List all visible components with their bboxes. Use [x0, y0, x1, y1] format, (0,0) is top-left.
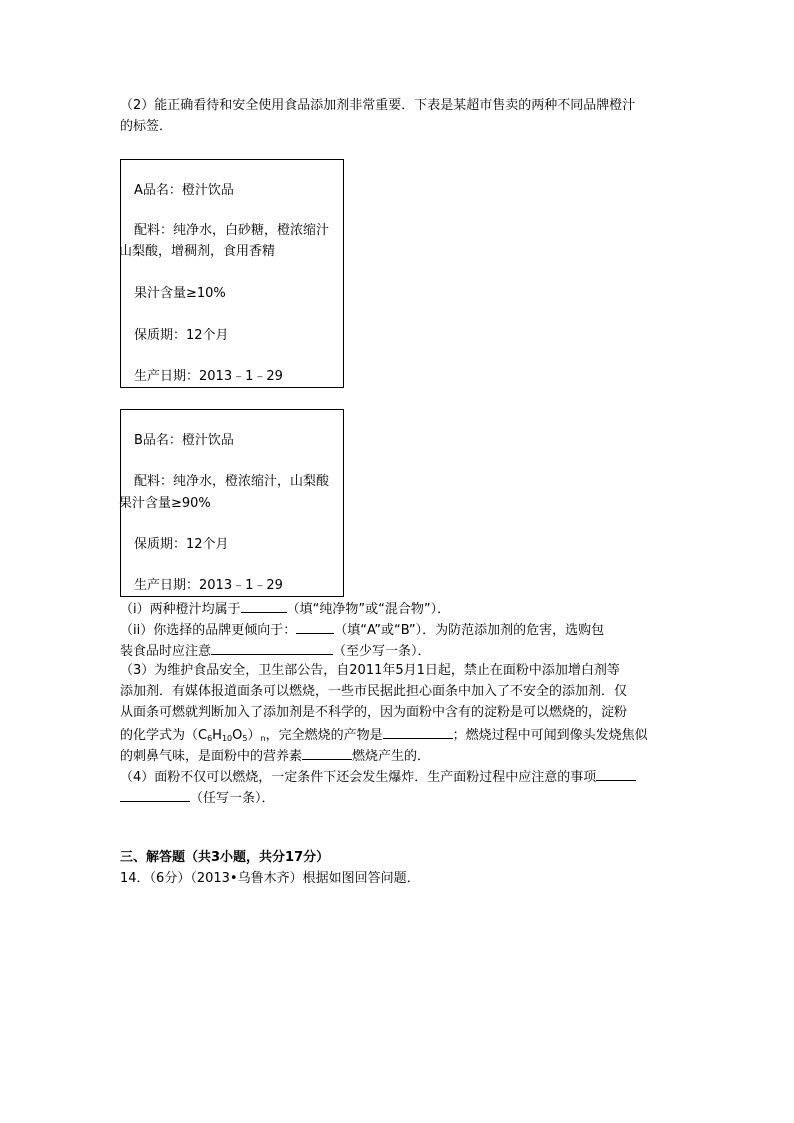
- formula-sub-o: 5: [242, 734, 248, 743]
- label-b-ingredients-line-1: 配料：纯净水，橙浓缩汁，山梨酸: [134, 474, 330, 489]
- answer-blank-ii-note[interactable]: [211, 640, 333, 655]
- intro-line-2: 的标签．: [120, 119, 173, 134]
- question-3-nutrient-prompt: 的刺鼻气味，是面粉中的营养素: [120, 749, 303, 764]
- question-ii-prompt-2: 装食品时应注意: [120, 644, 212, 659]
- answer-blank-4-part-1[interactable]: [596, 766, 636, 781]
- label-b-juice-content: 果汁含量≥90%: [119, 496, 211, 511]
- question-ii-hint-2: （至少写一条）．: [333, 644, 431, 659]
- question-ii-line-2: [120, 640, 431, 662]
- formula-close: ）: [247, 728, 261, 743]
- starch-formula-prefix: 的化学式为（C: [120, 728, 208, 743]
- label-b-name: B品名：橙汁饮品: [134, 433, 234, 448]
- question-i-hint: （填“纯净物”或“混合物”）．: [286, 602, 451, 617]
- question-3-line-5: [120, 745, 430, 767]
- label-b-box: [120, 409, 344, 597]
- label-b-production-date: 生产日期：2013﹣1﹣29: [134, 578, 283, 593]
- label-a-name: A品名：橙汁饮品: [134, 183, 234, 198]
- label-a-production-date: 生产日期：2013﹣1﹣29: [134, 369, 283, 384]
- question-3-products-prompt: ，完全燃烧的产物是: [265, 728, 383, 743]
- answer-blank-ii-brand[interactable]: [296, 619, 334, 634]
- question-ii-hint: （填“A”或“B”）．为防范添加剂的危害，选购包: [334, 623, 605, 638]
- label-a-ingredients-line-2: 山梨酸，增稠剂，食用香精: [119, 244, 276, 259]
- question-4-hint: （任写一条）．: [190, 791, 275, 806]
- question-4-prompt: （4）面粉不仅可以燃烧，一定条件下还会发生爆炸．生产面粉过程中应注意的事项: [120, 770, 597, 785]
- question-3-line-3: 从面条可燃就判断加入了添加剂是不科学的，因为面粉中含有的淀粉是可以燃烧的，淀粉: [120, 705, 628, 720]
- question-ii-line-1: [120, 619, 604, 641]
- question-ii-prompt: （ii）你选择的品牌更倾向于：: [120, 623, 297, 638]
- label-a-box: [120, 159, 344, 388]
- intro-line-1: （2）能正确看待和安全使用食品添加剂非常重要．下表是某超市售卖的两种不同品牌橙汁: [120, 98, 636, 113]
- question-i: [120, 598, 450, 620]
- section-3-heading: 三、解答题（共3小题，共分17分）: [120, 850, 330, 865]
- question-3-nutrient-tail: 燃烧产生的．: [352, 749, 431, 764]
- question-3-line-2: 添加剂．有媒体报道面条可以燃烧，一些市民据此担心面条中加入了不安全的添加剂．仅: [120, 684, 628, 699]
- question-3-line-4-tail: ；燃烧过程中可闻到像头发烧焦似: [452, 728, 648, 743]
- answer-blank-4-part-2[interactable]: [120, 787, 190, 802]
- formula-sub-n: n: [260, 734, 266, 743]
- formula-o: O: [232, 728, 243, 743]
- answer-blank-3-nutrient[interactable]: [302, 745, 352, 760]
- label-a-ingredients-line-1: 配料：纯净水，白砂糖，橙浓缩汁: [134, 223, 330, 238]
- label-a-shelf-life: 保质期：12个月: [134, 328, 229, 343]
- question-i-prompt: （i）两种橙汁均属于: [120, 602, 241, 617]
- formula-sub-h: 10: [221, 734, 233, 743]
- label-a-juice-content: 果汁含量≥10%: [134, 286, 226, 301]
- question-14: 14．（6分）（2013•乌鲁木齐）根据如图回答问题．: [120, 871, 420, 886]
- formula-h: H: [212, 728, 222, 743]
- question-4-line-2: [120, 787, 275, 809]
- answer-blank-3-products[interactable]: [383, 724, 453, 739]
- question-4-line-1: [120, 766, 636, 788]
- formula-sub-c: 6: [207, 734, 213, 743]
- answer-blank-i[interactable]: [241, 598, 287, 613]
- label-b-shelf-life: 保质期：12个月: [134, 537, 229, 552]
- question-3-line-1: （3）为维护食品安全，卫生部公告，自2011年5月1日起，禁止在面粉中添加增白剂等: [120, 663, 620, 678]
